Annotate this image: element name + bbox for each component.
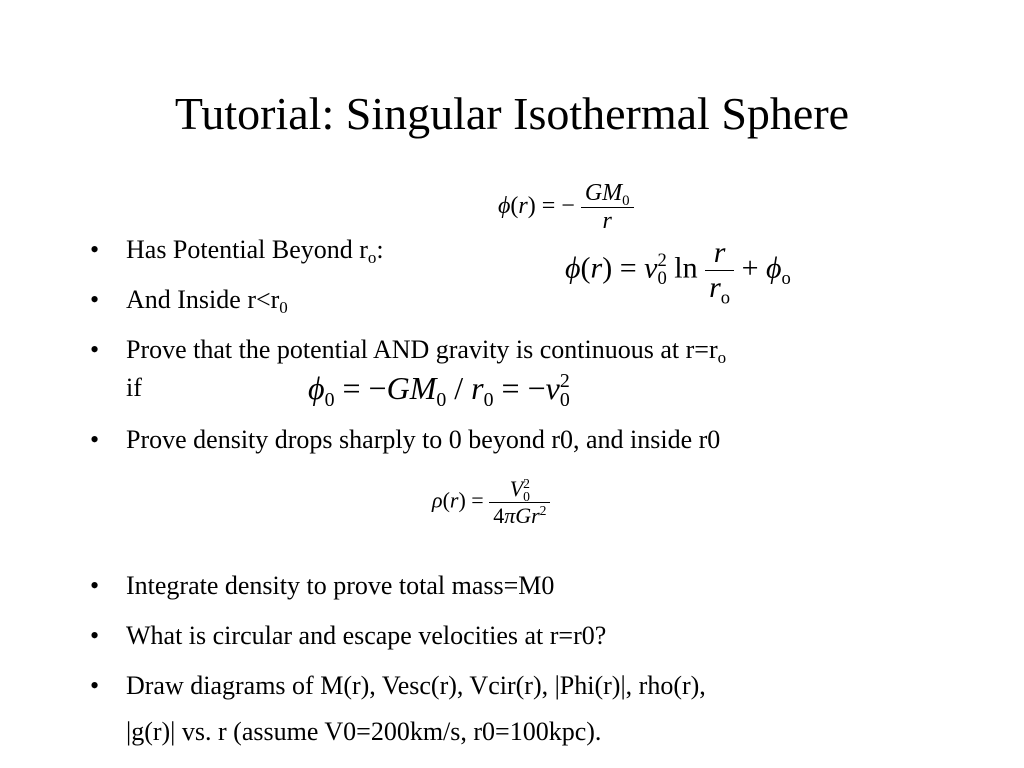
bullet-text: Has Potential Beyond r: [126, 235, 368, 264]
bullet-dot: •: [90, 621, 100, 650]
equation-density: ρ(r) = $\frac{V_0^2}{4\pi Gr^2}$: [432, 476, 550, 529]
slide-title: Tutorial: Singular Isothermal Sphere: [174, 88, 850, 139]
bullet-dot: •: [90, 335, 100, 364]
bullet-dot: •: [90, 425, 100, 454]
bullet-text: Prove that the potential AND gravity is continuous at r=r: [126, 335, 718, 364]
bullet-dot: •: [90, 285, 100, 314]
bullet-dot: •: [90, 235, 100, 264]
bullet-text: And Inside r<r: [126, 285, 280, 314]
equation-boundary-condition: $\phi_0 = -GM_0 / r_0 = -v_0^2$: [308, 370, 570, 411]
equation-potential-inside: $\phi(r) = v_0^2$ ln $\frac{r}{r_o}$ + $\phi_o$: [565, 236, 791, 309]
equation-potential-outside: ϕ(r) = − $\frac{GM_0}{r}$: [498, 180, 634, 235]
bullet-dot: •: [90, 671, 100, 700]
bullet-dot: •: [90, 571, 100, 600]
